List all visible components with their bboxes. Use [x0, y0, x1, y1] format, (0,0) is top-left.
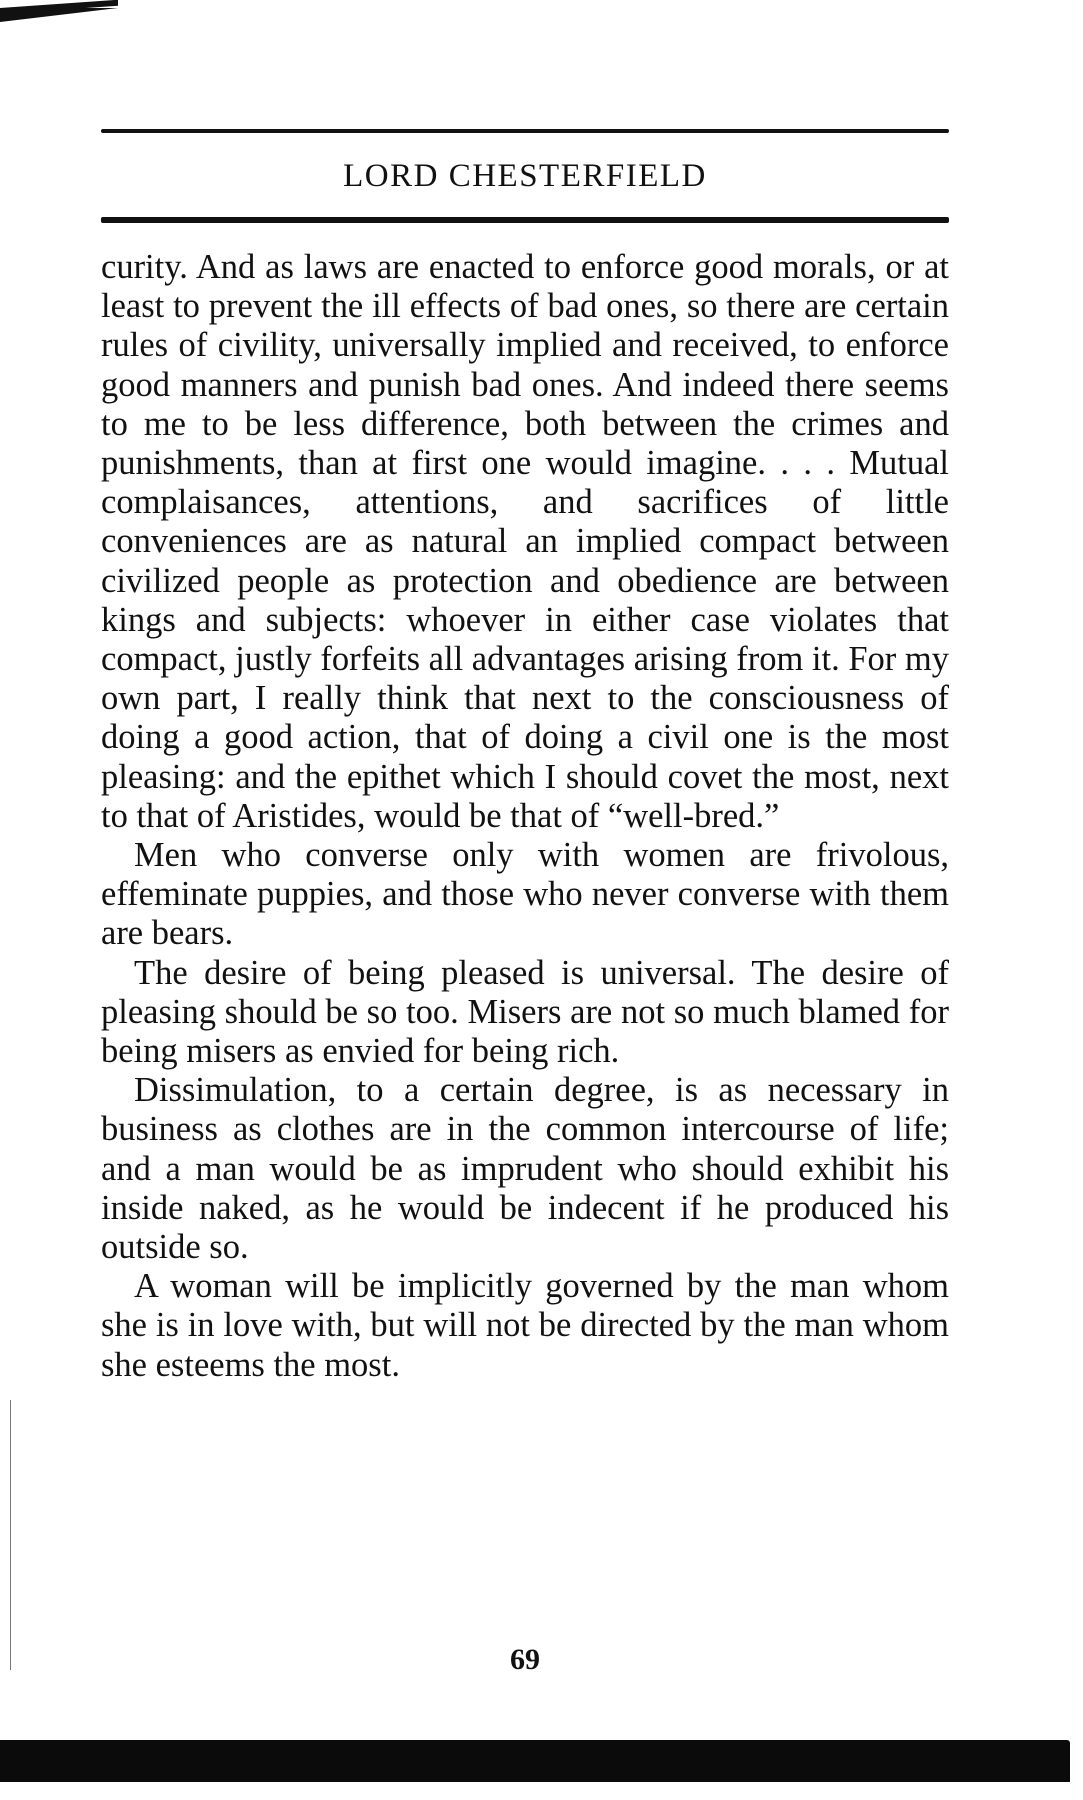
- page-number: 69: [510, 1643, 540, 1676]
- paragraph: The desire of being pleased is universal. The desire of pleasing should be so too. Misers are not so much blamed for being misers as envied for being rich.: [101, 953, 949, 1071]
- running-head: LORD CHESTERFIELD: [343, 158, 707, 194]
- paragraph: Men who converse only with women are frivolous, effeminate puppies, and those who never converse with them are bears.: [101, 836, 949, 953]
- scan-bottom-bar: [0, 1740, 1070, 1782]
- header-rule-bottom: [101, 217, 949, 223]
- paragraph: Dissimulation, to a certain degree, is as necessary in business as clothes are in the common intercourse of life; and a man would be as imprudent who should exhibit his inside naked, as he would be indecent if he produced his outside so.: [101, 1071, 949, 1267]
- corner-scan-mark: [0, 8, 118, 22]
- body-text: [101, 248, 949, 1385]
- gutter-line: [10, 1400, 11, 1670]
- paragraph: A woman will be implicitly governed by the man whom she is in love with, but will not be directed by the man whom she esteems the most.: [101, 1267, 949, 1384]
- paragraph-continued: curity. And as laws are enacted to enforce good morals, or at least to prevent the ill effects of bad ones, so there are certain rules of civility, universally implied and received, to enforce good manners and punish bad ones. And indeed there seems to me to be less difference, both between the crimes and punishments, than at first one would imagine. . . . Mutual complaisances, attentions, and sacrifices of little conveniences are as natural an implied compact between civilized people as protection and obedience are between kings and subjects: whoever in either case violates that compact, justly forfeits all advantages arising from it. For my own part, I really think that next to the consciousness of doing a good action, that of doing a civil one is the most pleasing: and the epithet which I should covet the most, next to that of Aristides, would be that of “well-bred.”: [101, 248, 949, 835]
- header-rule-top: [101, 129, 949, 133]
